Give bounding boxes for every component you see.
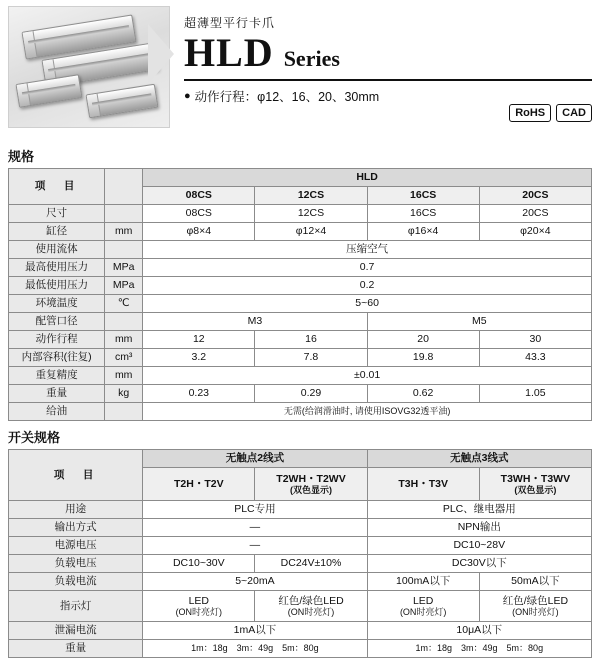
spec-row-unit (105, 403, 143, 421)
product-photo (8, 6, 170, 128)
table-row (9, 622, 592, 640)
header (0, 0, 600, 140)
spec-row-unit: kg (105, 385, 143, 403)
spec-row-unit: mm (105, 367, 143, 385)
switch-cell: DC24V±10% (255, 555, 367, 573)
switch-cell: 10μA以下 (367, 622, 591, 640)
switch-cell: NPN输出 (367, 519, 591, 537)
spec-cell: 7.8 (255, 349, 367, 367)
spec-cell: 12CS (255, 205, 367, 223)
switch-row-label: 泄漏电流 (9, 622, 143, 640)
spec-cell: 20 (367, 331, 479, 349)
spec-row-label: 给油 (9, 403, 105, 421)
spec-row-label: 配管口径 (9, 313, 105, 331)
table-row (9, 223, 592, 241)
switch-row-label: 重量 (9, 640, 143, 658)
indicator-type: 红色/绿色LED (278, 594, 344, 607)
spec-row-label: 环境温度 (9, 295, 105, 313)
indicator-type: LED (412, 594, 434, 607)
switch-col-2 (367, 468, 479, 501)
spec-row-label: 最低使用压力 (9, 277, 105, 295)
spec-cell: M5 (367, 313, 591, 331)
switch-cell: PLC、继电器用 (367, 501, 591, 519)
spec-row-unit: MPa (105, 259, 143, 277)
spec-model-1: 12CS (255, 187, 367, 205)
spec-group-header: HLD (143, 169, 592, 187)
spec-row-label: 重复精度 (9, 367, 105, 385)
switch-cell: DC30V以下 (367, 555, 591, 573)
series-word: Series (283, 46, 340, 71)
stroke-note-text: 动作行程：φ12、16、20、30mm (194, 90, 380, 104)
switch-col-name: T2WH・T2WV (276, 472, 346, 485)
spec-cell: 3.2 (143, 349, 255, 367)
spec-cell: 43.3 (479, 349, 591, 367)
spec-row-unit (105, 205, 143, 223)
table-row (9, 640, 592, 658)
spec-model-2: 16CS (367, 187, 479, 205)
table-row (9, 501, 592, 519)
switch-cell (367, 591, 479, 622)
table-row (9, 331, 592, 349)
switch-row-label: 指示灯 (9, 591, 143, 622)
indicator-type: LED (188, 594, 210, 607)
spec-cell: 0.2 (143, 277, 592, 295)
table-row (9, 205, 592, 223)
spec-cell: φ8×4 (143, 223, 255, 241)
switch-col-0 (143, 468, 255, 501)
spec-table (8, 168, 592, 421)
spec-model-0: 08CS (143, 187, 255, 205)
spec-cell: 16 (255, 331, 367, 349)
spec-cell: 16CS (367, 205, 479, 223)
indicator-note: (ON时亮灯) (287, 606, 335, 617)
spec-section-title: 规格 (8, 149, 35, 164)
certification-badges (509, 104, 592, 122)
spec-model-3: 20CS (479, 187, 591, 205)
switch-cell: 50mA以下 (479, 573, 591, 591)
table-row (9, 555, 592, 573)
cylinder-image-4 (86, 84, 159, 119)
table-row (9, 313, 592, 331)
spec-row-label: 使用流体 (9, 241, 105, 259)
spec-row-label: 尺寸 (9, 205, 105, 223)
indicator-type: 红色/绿色LED (502, 594, 569, 607)
indicator-note: (ON时亮灯) (175, 606, 223, 617)
title-rule (184, 79, 592, 81)
table-row (9, 450, 592, 468)
switch-col-name: T2H・T2V (174, 477, 224, 490)
wedge-decoration (148, 24, 174, 84)
switch-group-3wire: 无触点3线式 (367, 450, 591, 468)
indicator-note: (ON时亮灯) (512, 606, 559, 617)
spec-cell: 压缩空气 (143, 241, 592, 259)
spec-cell: 5~60 (143, 295, 592, 313)
switch-cell: PLC专用 (143, 501, 367, 519)
switch-cell: 100mA以下 (367, 573, 479, 591)
spec-cell: 0.7 (143, 259, 592, 277)
stroke-note (184, 87, 592, 105)
switch-col-sub: (双色显示) (290, 484, 332, 495)
switch-cell: 1m：18g 3m：49g 5m：80g (367, 640, 591, 658)
spec-row-label: 重量 (9, 385, 105, 403)
switch-cell: DC10~28V (367, 537, 591, 555)
switch-row-label: 负载电流 (9, 573, 143, 591)
spec-row-label: 缸径 (9, 223, 105, 241)
table-row (9, 259, 592, 277)
table-row (9, 241, 592, 259)
switch-col-name: T3WH・T3WV (500, 472, 571, 485)
switch-cell (143, 591, 255, 622)
switch-row-label: 负载电压 (9, 555, 143, 573)
switch-cell: DC10~30V (143, 555, 255, 573)
table-row (9, 403, 592, 421)
spec-row-label: 最高使用压力 (9, 259, 105, 277)
spec-item-header: 项 目 (9, 169, 105, 205)
table-row (9, 591, 592, 622)
switch-cell: 5~20mA (143, 573, 367, 591)
switch-cell: — (143, 519, 367, 537)
table-row (9, 349, 592, 367)
indicator-note: (ON时亮灯) (399, 606, 447, 617)
spec-cell: 无需(给润滑油时, 请使用ISOVG32透平油) (143, 403, 592, 421)
cylinder-image-3 (16, 74, 83, 108)
switch-row-label: 用途 (9, 501, 143, 519)
rohs-badge: RoHS (509, 104, 551, 122)
switch-table (8, 449, 592, 658)
switch-col-1 (255, 468, 367, 501)
spec-row-unit (105, 313, 143, 331)
spec-cell: 1.05 (479, 385, 591, 403)
bullet-dot-icon: ● (184, 90, 191, 102)
spec-row-unit: mm (105, 223, 143, 241)
table-row (9, 573, 592, 591)
switch-group-2wire: 无触点2线式 (143, 450, 367, 468)
switch-cell (255, 591, 367, 622)
spec-row-label: 内部容积(往复) (9, 349, 105, 367)
table-row (9, 169, 592, 187)
spec-cell: 12 (143, 331, 255, 349)
switch-item-header: 项 目 (9, 450, 143, 501)
table-row (9, 519, 592, 537)
spec-row-label: 动作行程 (9, 331, 105, 349)
switch-cell: 1m：18g 3m：49g 5m：80g (143, 640, 367, 658)
spec-cell: φ12×4 (255, 223, 367, 241)
switch-col-3 (479, 468, 591, 501)
switch-row-label: 电源电压 (9, 537, 143, 555)
table-row (9, 367, 592, 385)
spec-row-unit: MPa (105, 277, 143, 295)
switch-section-title: 开关规格 (8, 430, 61, 445)
spec-cell: 20CS (479, 205, 591, 223)
switch-cell (479, 591, 591, 622)
spec-cell: M3 (143, 313, 367, 331)
spec-row-unit: ℃ (105, 295, 143, 313)
switch-cell: — (143, 537, 367, 555)
table-row (9, 295, 592, 313)
spec-cell: 0.62 (367, 385, 479, 403)
spec-cell: 19.8 (367, 349, 479, 367)
series-name: HLD (184, 30, 274, 75)
spec-cell: 0.23 (143, 385, 255, 403)
switch-cell: 1mA以下 (143, 622, 367, 640)
switch-col-name: T3H・T3V (398, 477, 448, 490)
spec-cell: φ20×4 (479, 223, 591, 241)
spec-row-unit: cm³ (105, 349, 143, 367)
product-subtitle: 超薄型平行卡爪 (184, 16, 276, 30)
series-title (184, 30, 592, 75)
spec-row-unit: mm (105, 331, 143, 349)
switch-col-sub: (双色显示) (514, 484, 557, 495)
spec-cell: φ16×4 (367, 223, 479, 241)
spec-cell: 30 (479, 331, 591, 349)
table-row (9, 537, 592, 555)
cad-badge: CAD (556, 104, 592, 122)
table-row (9, 277, 592, 295)
spec-cell: ±0.01 (143, 367, 592, 385)
table-row (9, 385, 592, 403)
spec-cell: 08CS (143, 205, 255, 223)
spec-cell: 0.29 (255, 385, 367, 403)
spec-row-unit (105, 241, 143, 259)
switch-row-label: 输出方式 (9, 519, 143, 537)
